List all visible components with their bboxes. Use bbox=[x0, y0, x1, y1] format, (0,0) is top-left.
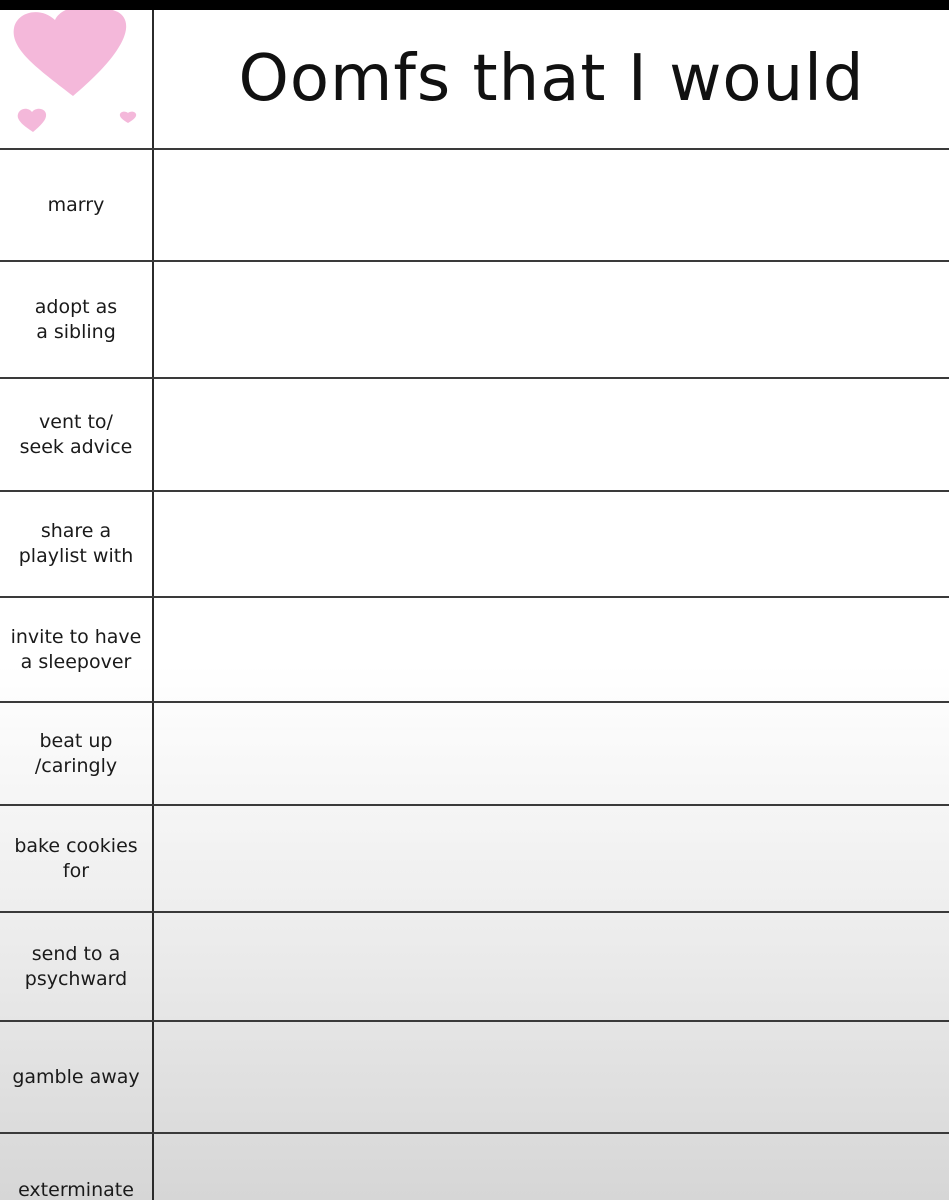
answer-cell-beat-up[interactable] bbox=[154, 703, 949, 804]
small-heart-icon bbox=[18, 109, 46, 132]
row-label-gamble: gamble away bbox=[12, 1065, 140, 1088]
answer-cell-gamble[interactable] bbox=[154, 1022, 949, 1132]
row-label-psychward: send to a psychward bbox=[24, 942, 128, 990]
row-label-adopt: adopt as a sibling bbox=[34, 295, 118, 343]
row-label-beat-up: beat up /caringly bbox=[34, 729, 118, 777]
tiny-heart-icon bbox=[120, 112, 136, 123]
row-label-exterminate: exterminate bbox=[18, 1178, 134, 1200]
row-label-sleepover: invite to have a sleepover bbox=[10, 625, 142, 673]
row-label-bake-cookies: bake cookies for bbox=[14, 834, 138, 882]
row-label-marry: marry bbox=[47, 193, 105, 216]
chart-sheet bbox=[0, 10, 949, 1200]
answer-cell-bake-cookies[interactable] bbox=[154, 806, 949, 911]
answer-cell-marry[interactable] bbox=[154, 150, 949, 260]
answer-cell-adopt[interactable] bbox=[154, 262, 949, 377]
answer-cell-psychward[interactable] bbox=[154, 913, 949, 1020]
answer-cell-sleepover[interactable] bbox=[154, 598, 949, 701]
answer-cell-vent[interactable] bbox=[154, 379, 949, 490]
row-label-vent: vent to/ seek advice bbox=[19, 410, 133, 458]
hearts-decoration bbox=[0, 10, 152, 148]
large-heart-icon bbox=[14, 10, 127, 96]
chart-title: Oomfs that I would bbox=[238, 42, 865, 116]
answer-cell-exterminate[interactable] bbox=[154, 1134, 949, 1200]
answer-cell-playlist[interactable] bbox=[154, 492, 949, 596]
row-label-playlist: share a playlist with bbox=[18, 520, 134, 567]
